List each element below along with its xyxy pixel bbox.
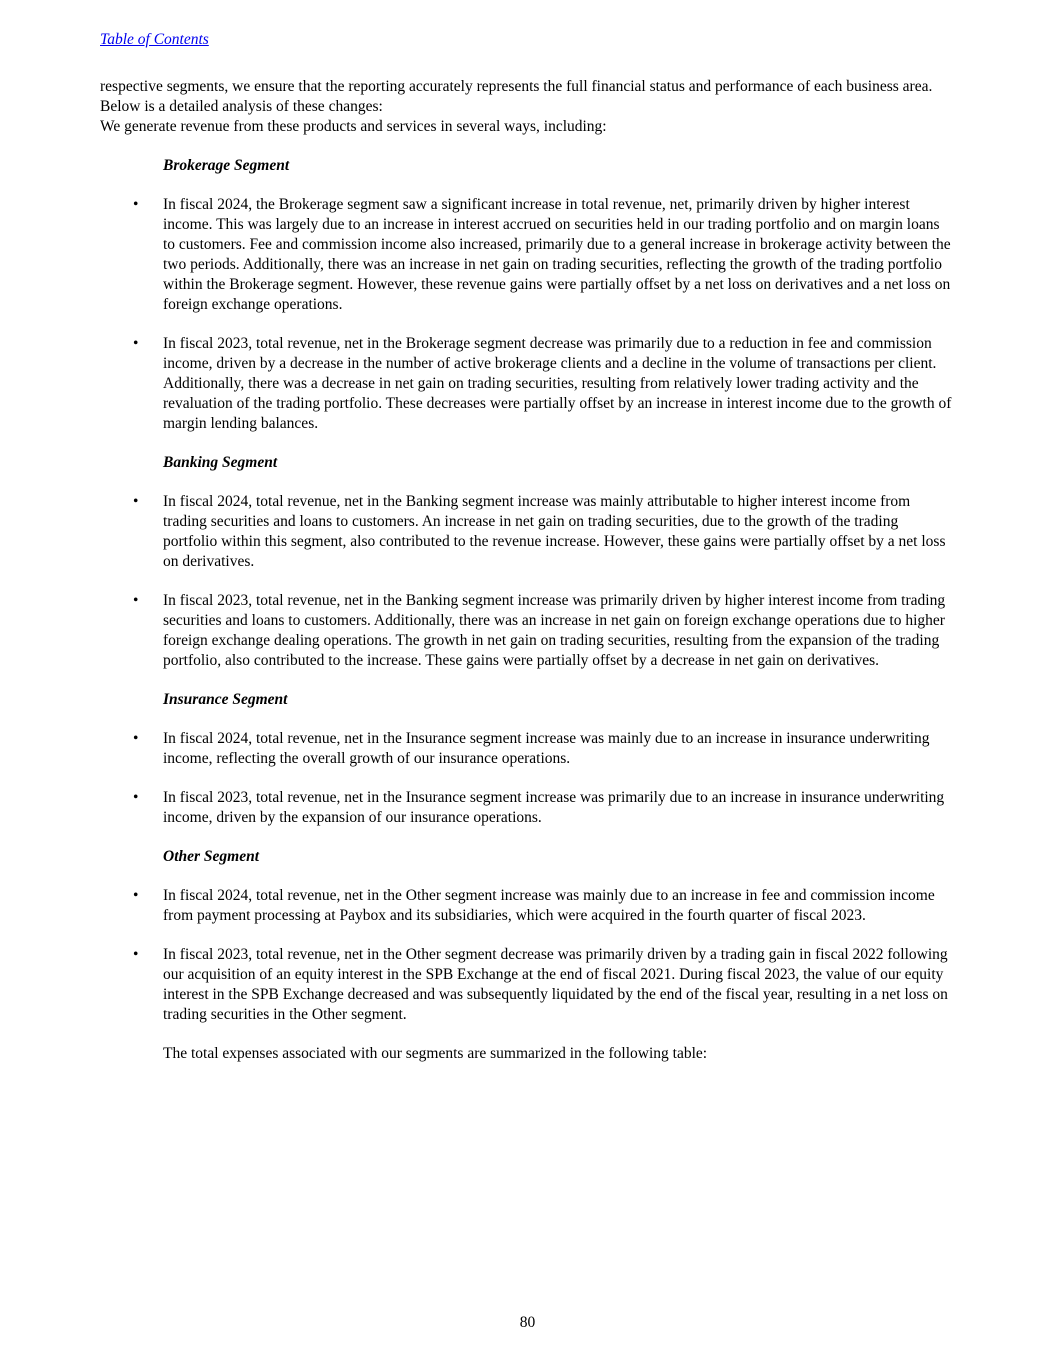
- bullet-text: In fiscal 2024, total revenue, net in the Other segment increase was mainly due to an increase in fee and commission income from payment processing at Paybox and its subsidiaries, which were acquired in the fourth quarter of fiscal 2023.: [163, 887, 935, 924]
- bullet-text: In fiscal 2023, total revenue, net in the Insurance segment increase was primarily due to an increase in insurance underwriting income, driven by the expansion of our insurance operations.: [163, 789, 945, 826]
- intro-block: [100, 77, 955, 137]
- bullet-text: In fiscal 2023, total revenue, net in the Banking segment increase was primarily driven by higher interest income from trading securities and loans to customers. Additionally, there was an increase in net gain on foreign exchange operations due to higher foreign exchange dealing operations. The growth in net gain on trading securities, resulting from the expansion of the trading portfolio, also contributed to the increase. These gains were partially offset by a decrease in net gain on derivatives.: [163, 592, 946, 669]
- section-heading-insurance: Insurance Segment: [163, 691, 288, 708]
- section-heading-other: Other Segment: [163, 848, 260, 865]
- list-item: [100, 591, 955, 671]
- list-item: [100, 195, 955, 315]
- bullet-text: In fiscal 2023, total revenue, net in the Other segment decrease was primarily driven by a trading gain in fiscal 2022 following our acquisition of an equity interest in the SPB Exchange at the end of fiscal 2021. During fiscal 2023, the value of our equity interest in the SPB Exchange decreased and was subsequently liquidated by the end of the fiscal year, resulting in a net loss on trading securities in the Other segment.: [163, 946, 948, 1023]
- section-heading-brokerage: Brokerage Segment: [163, 157, 290, 174]
- table-of-contents-link[interactable]: Table of Contents: [100, 31, 209, 48]
- list-item: [100, 945, 955, 1025]
- bullet-text: In fiscal 2024, total revenue, net in the Banking segment increase was mainly attributable to higher interest income from trading securities and loans to customers. An increase in net gain on trading securities, due to the growth of the trading portfolio within this segment, also contributed to the revenue increase. However, these gains were partially offset by a net loss on derivatives.: [163, 493, 946, 570]
- closing-paragraph: The total expenses associated with our segments are summarized in the following table:: [163, 1045, 708, 1062]
- bullet-marker: •: [133, 730, 139, 747]
- bullet-marker: •: [133, 887, 139, 904]
- page-number: 80: [519, 1314, 536, 1331]
- bullet-text: In fiscal 2024, total revenue, net in the Insurance segment increase was mainly due to an increase in insurance underwriting income, reflecting the overall growth of our insurance operations.: [163, 730, 930, 767]
- breadcrumb: [100, 30, 955, 50]
- bullet-marker: •: [133, 592, 139, 609]
- list-item: [100, 334, 955, 434]
- list-item: [100, 729, 955, 769]
- bullet-marker: •: [133, 196, 139, 213]
- bullet-text: In fiscal 2023, total revenue, net in the Brokerage segment decrease was primarily due to a reduction in fee and commission income, driven by a decrease in the number of active brokerage clients and a decline in the volume of transactions per client. Additionally, there was a decrease in net gain on trading securities, resulting from relatively lower trading activity and the revaluation of the trading portfolio. These decreases were partially offset by an increase in interest income due to the growth of margin lending balances.: [163, 335, 952, 432]
- list-item: [100, 788, 955, 828]
- list-item: [100, 492, 955, 572]
- list-item: [100, 886, 955, 926]
- bullet-marker: •: [133, 493, 139, 510]
- intro-paragraph-2: We generate revenue from these products and services in several ways, including:: [100, 118, 607, 135]
- bullet-marker: •: [133, 335, 139, 352]
- section-heading-banking: Banking Segment: [163, 454, 278, 471]
- intro-paragraph-1: respective segments, we ensure that the reporting accurately represents the full financial status and performance of each business area. Below is a detailed analysis of these changes:: [100, 78, 933, 115]
- bullet-text: In fiscal 2024, the Brokerage segment saw a significant increase in total revenue, net, primarily driven by higher interest income. This was largely due to an increase in interest accrued on securities held in our trading portfolio and on margin loans to customers. Fee and commission income also increased, primarily due to a general increase in brokerage activity between the two periods. Additionally, there was an increase in net gain on trading securities, reflecting the growth of the trading portfolio within the Brokerage segment. However, these revenue gains were partially offset by a net loss on derivatives and a net loss on foreign exchange operations.: [163, 196, 951, 313]
- bullet-marker: •: [133, 789, 139, 806]
- bullet-marker: •: [133, 946, 139, 963]
